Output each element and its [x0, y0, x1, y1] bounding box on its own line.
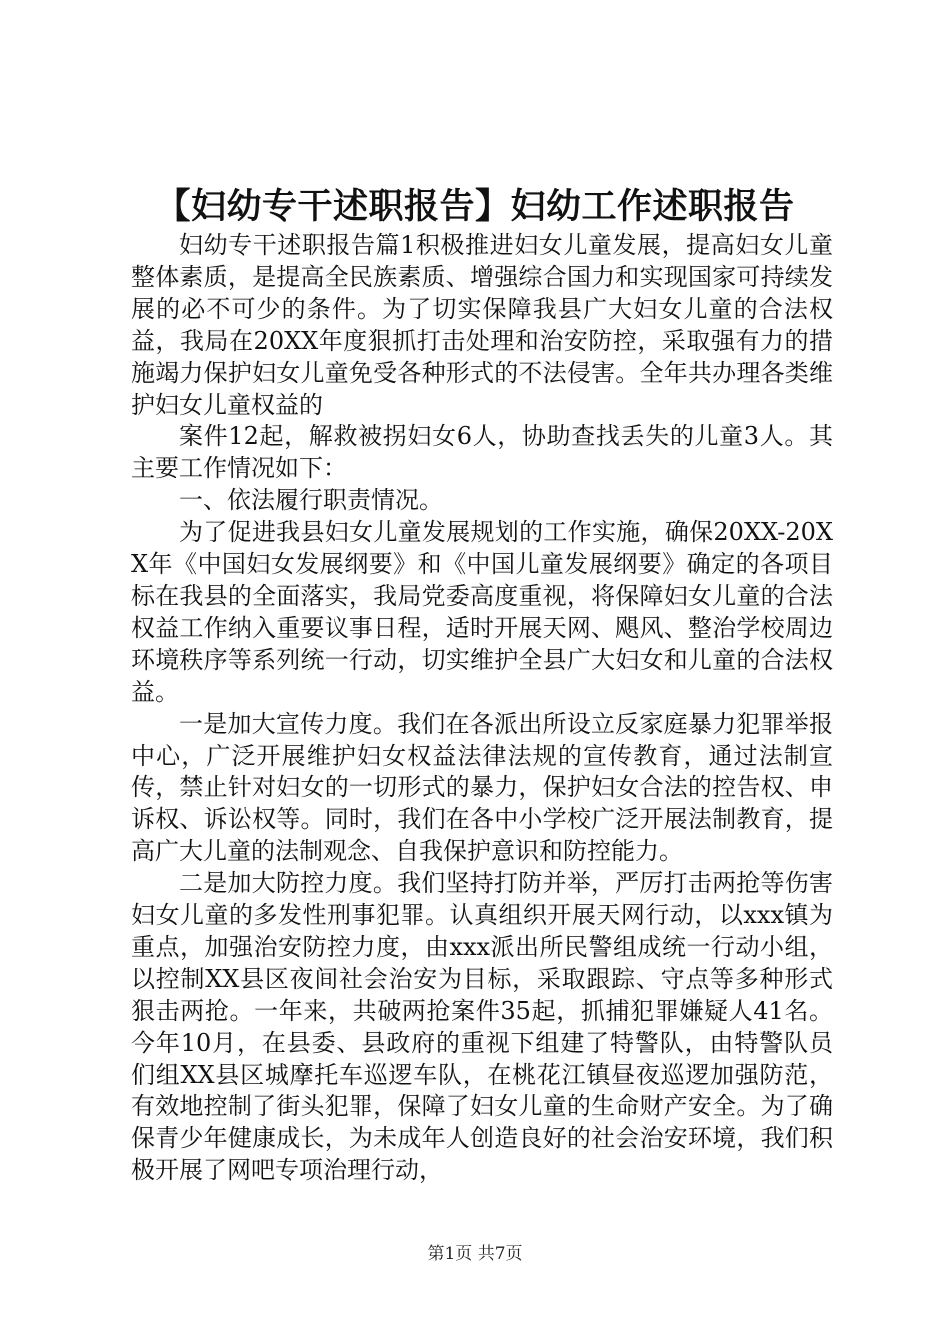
- paragraph-prevention: 二是加大防控力度。我们坚持打防并举，严厉打击两抢等伤害妇女儿童的多发性刑事犯罪。认真组织开展天网行动，以xxx镇为重点，加强治安防控力度，由xxx派出所民警组成统一行动小组，以控制XX县区夜间社会治安为目标，采取跟踪、守点等多种形式狠击两抢。一年来，共破两抢案件35起，抓捕犯罪嫌疑人41名。今年10月，在县委、县政府的重视下组建了特警队，由特警队员们组XX县区城摩托车巡逻车队，在桃花江镇昼夜巡逻加强防范，有效地控制了街头犯罪，保障了妇女儿童的生命财产安全。为了确保青少年健康成长，为未成年人创造良好的社会治安环境，我们积极开展了网吧专项治理行动，: [131, 869, 833, 1185]
- paragraph-development-plan: 为了促进我县妇女儿童发展规划的工作实施，确保20XX-20XX年《中国妇女发展纲要》和《中国儿童发展纲要》确定的各项目标在我县的全面落实，我局党委高度重视，将保障妇女儿童的合法权益工作纳入重要议事日程，适时开展天网、飓风、整治学校周边环境秩序等系列统一行动，切实维护全县广大妇女和儿童的合法权益。: [131, 518, 833, 706]
- section-heading-duties: 一、依法履行职责情况。: [179, 486, 443, 515]
- paragraph-intro: 妇幼专干述职报告篇1积极推进妇女儿童发展，提高妇女儿童整体素质，是提高全民族素质、增强综合国力和实现国家可持续发展的必不可少的条件。为了切实保障我县广大妇女儿童的合法权益，我局在20XX年度狠抓打击处理和治安防控，采取强有力的措施竭力保护妇女儿童免受各种形式的不法侵害。全年共办理各类维护妇女儿童权益的: [131, 231, 833, 419]
- paragraph-cases-summary: 案件12起，解救被拐妇女6人，协助查找丢失的儿童3人。其主要工作情况如下：: [131, 422, 833, 483]
- document-body: [131, 230, 833, 1187]
- document-title: 【妇幼专干述职报告】妇幼工作述职报告: [155, 186, 795, 227]
- page-number-footer: 第1页 共7页: [427, 1244, 523, 1264]
- paragraph-publicity: 一是加大宣传力度。我们在各派出所设立反家庭暴力犯罪举报中心，广泛开展维护妇女权益法律法规的宣传教育，通过法制宣传，禁止针对妇女的一切形式的暴力，保护妇女合法的控告权、申诉权、诉讼权等。同时，我们在各中小学校广泛开展法制教育，提高广大儿童的法制观念、自我保护意识和防控能力。: [131, 709, 833, 866]
